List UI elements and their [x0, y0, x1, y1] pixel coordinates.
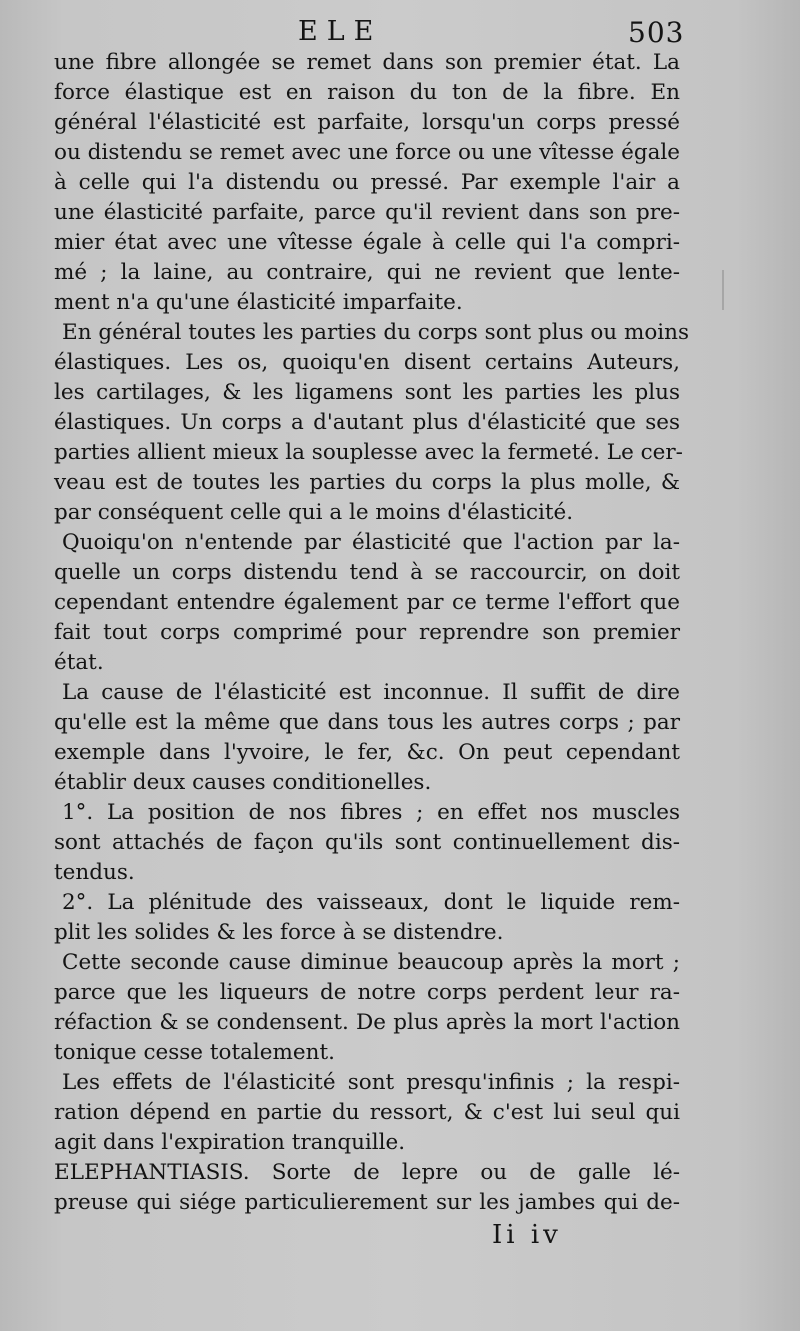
text-line: tendus. [54, 860, 135, 885]
signature-mark: Ii iv [492, 1220, 562, 1250]
text-line: par conséquent celle qui a le moins d'élasticité. [54, 500, 574, 525]
text-line: veau est de toutes les parties du corps la plus molle, & [54, 470, 680, 495]
text-line: élastiques. Un corps a d'autant plus d'élasticité que ses [54, 410, 680, 435]
text-line: à celle qui l'a distendu ou pressé. Par exemple l'air a [54, 170, 680, 195]
text-line: exemple dans l'yvoire, le fer, &c. On peut cependant [54, 740, 680, 765]
text-line: plit les solides & les force à se distendre. [54, 920, 504, 945]
paragraph-2 [54, 318, 690, 528]
text-line: parties allient mieux la souplesse avec la fermeté. Le cer- [54, 440, 683, 465]
text-line: fait tout corps comprimé pour reprendre son premier [54, 620, 680, 645]
paragraph-5 [54, 798, 680, 888]
text-line: sont attachés de façon qu'ils sont continuellement dis- [54, 830, 680, 855]
entry-elephantiasis [54, 1158, 680, 1218]
paragraph-6 [54, 888, 680, 948]
text-line: Quoiqu'on n'entende par élasticité que l'action par la- [62, 530, 680, 555]
text-line: La cause de l'élasticité est inconnue. Il suffit de dire [62, 680, 680, 705]
paragraph-8 [54, 1068, 680, 1158]
text-line: élastiques. Les os, quoiqu'en disent certains Auteurs, [54, 350, 680, 375]
text-line: parce que les liqueurs de notre corps perdent leur ra- [54, 980, 680, 1005]
text-line: réfaction & se condensent. De plus après la mort l'action [54, 1010, 680, 1035]
text-line: ration dépend en partie du ressort, & c'est lui seul qui [54, 1100, 680, 1125]
text-line: qu'elle est la même que dans tous les autres corps ; par [54, 710, 680, 735]
text-line: 1°. La position de nos fibres ; en effet nos muscles [62, 800, 680, 825]
text-line: général l'élasticité est parfaite, lorsqu'un corps pressé [54, 110, 680, 135]
running-head: ELE [298, 16, 383, 47]
page-number: 503 [628, 16, 685, 49]
text-line: ELEPHANTIASIS. Sorte de lepre ou de galle lé- [54, 1160, 680, 1185]
paper-crease [722, 270, 724, 310]
text-line: ment n'a qu'une élasticité imparfaite. [54, 290, 463, 315]
paragraph-7 [54, 948, 680, 1068]
text-line: force élastique est en raison du ton de la fibre. En [54, 80, 680, 105]
text-line: preuse qui siége particulierement sur les jambes qui de- [54, 1190, 680, 1215]
paragraph-3 [54, 528, 680, 678]
text-line: les cartilages, & les ligamens sont les parties les plus [54, 380, 680, 405]
paragraph-4 [54, 678, 680, 798]
text-line: mier état avec une vîtesse égale à celle qui l'a compri- [54, 230, 680, 255]
text-line: En général toutes les parties du corps sont plus ou moins [62, 320, 690, 345]
text-line: Cette seconde cause diminue beaucoup après la mort ; [62, 950, 680, 975]
text-line: cependant entendre également par ce terme l'effort que [54, 590, 680, 615]
text-line: une fibre allongée se remet dans son premier état. La [54, 50, 680, 75]
text-line: quelle un corps distendu tend à se raccourcir, on doit [54, 560, 680, 585]
text-line: mé ; la laine, au contraire, qui ne revient que lente- [54, 260, 680, 285]
text-line: tonique cesse totalement. [54, 1040, 335, 1065]
text-line: Les effets de l'élasticité sont presqu'infinis ; la respi- [62, 1070, 680, 1095]
text-line: ou distendu se remet avec une force ou une vîtesse égale [54, 140, 680, 165]
text-line: une élasticité parfaite, parce qu'il revient dans son pre- [54, 200, 680, 225]
text-line: agit dans l'expiration tranquille. [54, 1130, 406, 1155]
text-line: état. [54, 650, 104, 675]
body-text [54, 48, 690, 1218]
paragraph-1 [54, 48, 680, 318]
text-line: 2°. La plénitude des vaisseaux, dont le liquide rem- [62, 890, 680, 915]
page-header [0, 14, 800, 48]
text-line: établir deux causes conditionelles. [54, 770, 432, 795]
